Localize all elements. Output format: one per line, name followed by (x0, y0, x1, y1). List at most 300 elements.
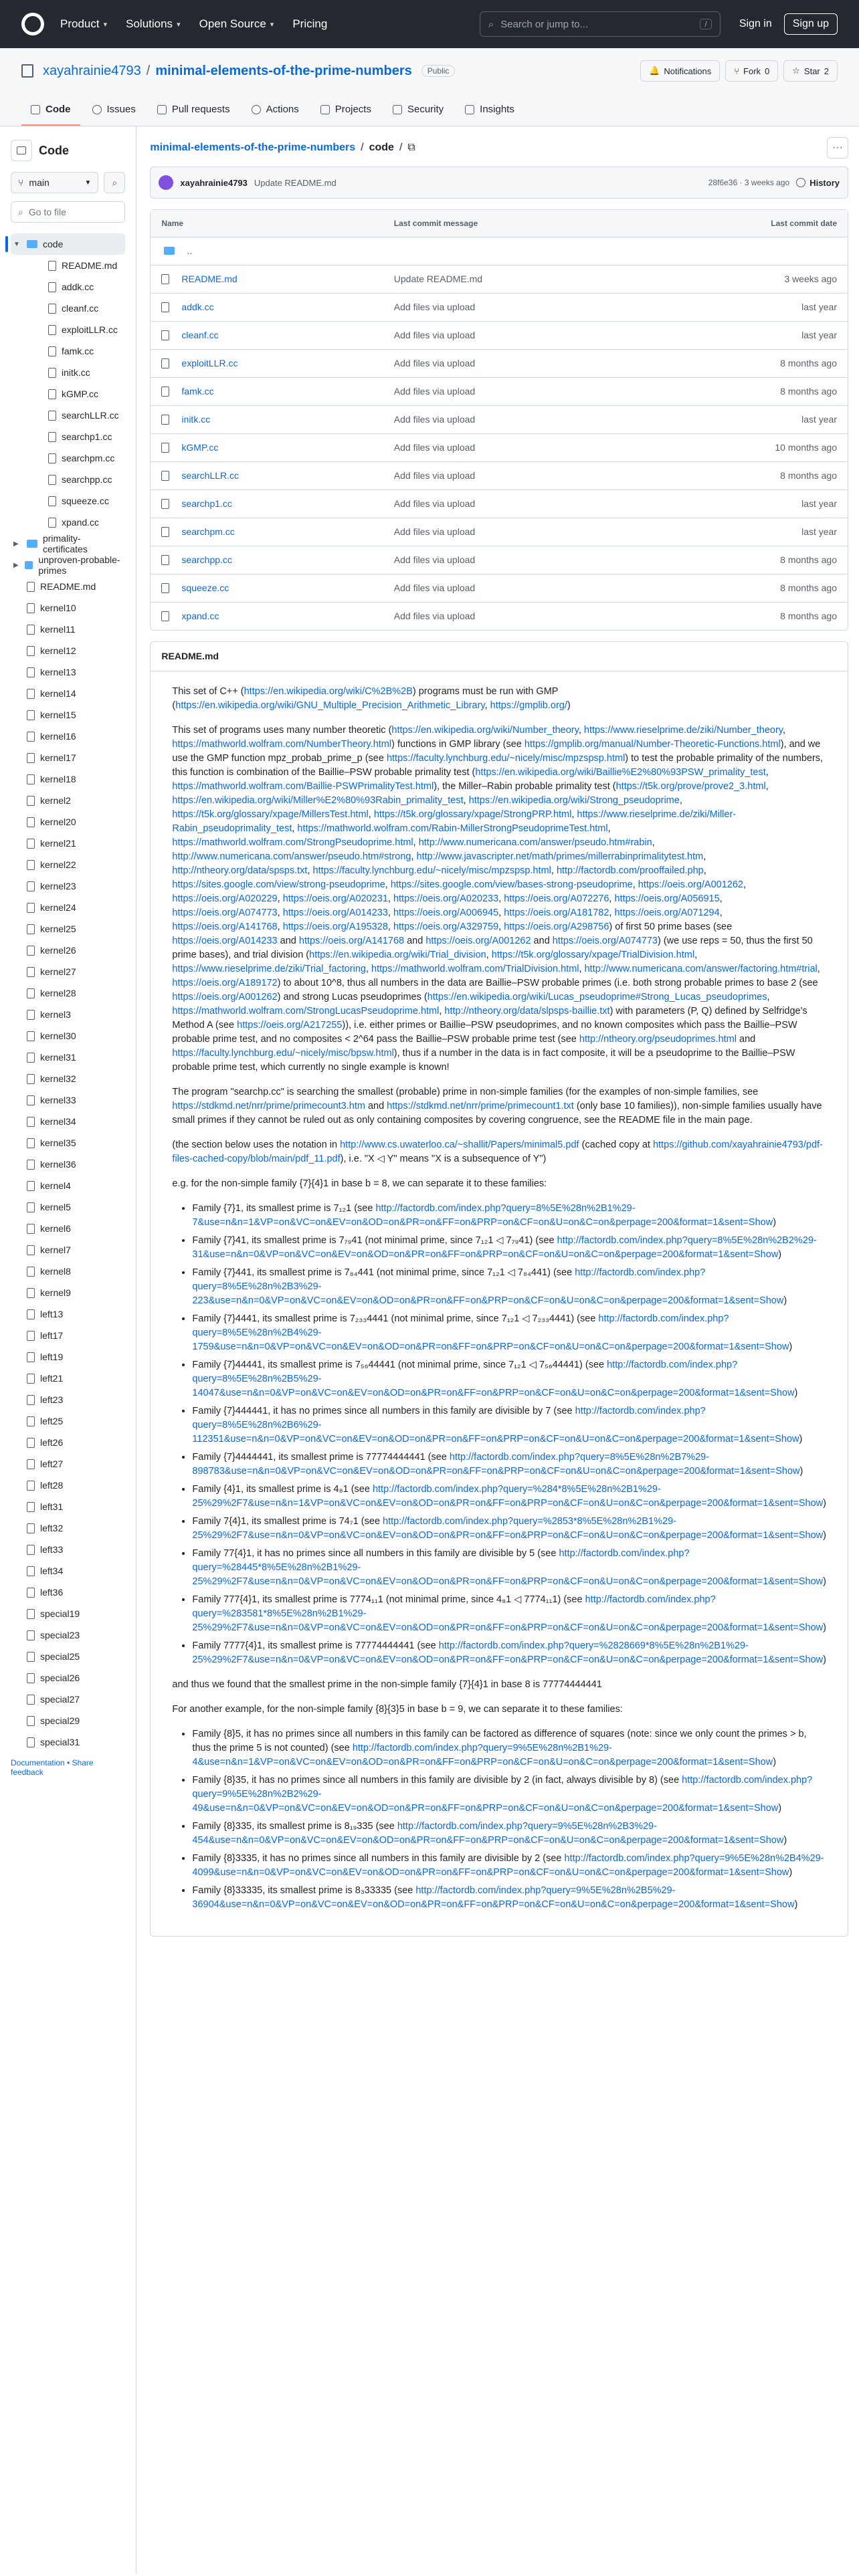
sidebar-footer-links[interactable]: Documentation • Share feedback (11, 1758, 94, 1777)
tree-file[interactable]: left13 (11, 1303, 125, 1325)
parent-dir-link[interactable]: .. (187, 245, 193, 256)
commit-message-link[interactable]: Add files via upload (393, 554, 476, 565)
readme-link[interactable]: https://oeis.org/A141768 (298, 935, 405, 946)
file-icon (27, 796, 35, 806)
commit-author[interactable]: xayahrainie4793 (180, 177, 248, 188)
readme-link[interactable]: http://factordb.com/index.php?query=9%5E%28n%2B4%29-4099&use=n&n=0&VP=on&VC=on&EV=on&OD=on&PR=on&FF=on&PRP=on&CF=on&U=on&C=on&perpage=200&format=1&sent=Show (192, 1852, 824, 1878)
readme-link[interactable]: http://factordb.com/index.php?query=8%5E%28n%2B6%29-112351&use=n&n=0&VP=on&VC=on&EV=on&OD=on&PR=on&FF=on&PRP=on&CF=on&U=on&C=on&perpage=200&format=1&sent=Show (192, 1405, 799, 1444)
tree-file[interactable]: README.md (11, 576, 125, 597)
tree-file[interactable]: left27 (11, 1453, 125, 1475)
readme-link[interactable]: https://en.wikipedia.org/wiki/Trial_division (309, 949, 486, 960)
readme-link[interactable]: http://www.numericana.com/answer/pseudo.htm#strong (172, 851, 411, 862)
tree-file[interactable]: kernel32 (11, 1068, 125, 1089)
file-icon (27, 1416, 35, 1426)
readme-link[interactable]: https://faculty.lynchburg.edu/~nicely/misc/mpzspsp.html (386, 752, 626, 764)
list-item: • Family 777{4}1, its smallest prime is 7774₁₁1 (not minimal prime, since 4₈1 ◁ 7774₁₁1) (see http://factordb.com/index.php?query=%283581*8%5E%28n%2B1%29-25%29%2F7&use=n&n=0&VP=on&VC=on&EV=on&OD=on&PR=on&FF=on&PRP=on&CF=on&U=on&C=on&perpage=200&format=1&sent=Show) (192, 1593, 826, 1635)
table-row[interactable] (151, 377, 848, 405)
file-icon (161, 527, 169, 537)
tab-insights[interactable]: Insights (456, 104, 524, 126)
file-icon (27, 774, 35, 784)
readme-link[interactable]: https://oeis.org/A189172 (172, 977, 278, 988)
file-link[interactable]: README.md (181, 274, 237, 284)
tree-file[interactable]: kernel18 (11, 768, 125, 790)
readme-link[interactable]: https://en.wikipedia.org/wiki/Baillie%E2%80%93PSW_primality_test (475, 766, 766, 778)
file-icon (27, 646, 35, 656)
file-icon (27, 1138, 35, 1148)
readme-link[interactable]: http://factordb.com/prooffailed.php (556, 865, 704, 876)
tree-file[interactable]: kernel23 (11, 875, 125, 897)
tree-file[interactable]: README.md (11, 255, 125, 276)
tree-file[interactable]: special27 (11, 1689, 125, 1710)
sign-up-button[interactable]: Sign up (784, 13, 838, 35)
file-link[interactable]: searchpm.cc (181, 526, 235, 537)
tree-file[interactable]: kernel30 (11, 1025, 125, 1047)
issue-icon (92, 105, 102, 114)
file-icon (27, 1331, 35, 1341)
search-icon: ⌕ (488, 18, 494, 30)
tree-file[interactable]: kernel31 (11, 1047, 125, 1068)
file-icon (27, 1695, 35, 1705)
readme-link[interactable]: https://oeis.org/A181782 (504, 907, 609, 918)
file-icon (27, 1160, 35, 1170)
readme-link[interactable]: https://gmplib.org/ (490, 700, 567, 711)
readme-link[interactable]: https://github.com/xayahrainie4793/pdf-files-cached-copy/blob/main/pdf_11.pdf (172, 1139, 823, 1164)
readme-link[interactable]: https://t5k.org/glossary/xpage/TrialDivision.html (491, 949, 695, 960)
tree-file[interactable]: left28 (11, 1475, 125, 1496)
sign-in-link[interactable]: Sign in (739, 18, 772, 29)
tree-file[interactable]: kernel13 (11, 661, 125, 683)
tree-file[interactable]: kernel28 (11, 982, 125, 1004)
file-icon (27, 732, 35, 742)
readme-link[interactable]: https://oeis.org/A014233 (282, 907, 388, 918)
search-shortcut-key: / (700, 19, 711, 29)
readme-link[interactable]: https://www.rieselprime.de/ziki/Number_theory (583, 724, 783, 736)
commit-date: last year (642, 293, 848, 321)
commit-date: last year (642, 518, 848, 546)
list-item: • Family {8}3335, it has no primes since all numbers in this family are divisible by 2 (see http://factordb.com/index.php?query=9%5E%28n%2B4%29-4099&use=n&n=0&VP=on&VC=on&EV=on&OD=on&PR=on&FF=on&PRP=on&CF=on&U=on&C=on&perpage=200&format=1&sent=Show) (192, 1852, 826, 1880)
file-icon (48, 475, 56, 485)
file-link[interactable]: searchpp.cc (181, 554, 232, 565)
file-icon (48, 389, 56, 399)
readme-link[interactable]: https://mathworld.wolfram.com/NumberTheory.html (172, 738, 392, 750)
commit-message-link[interactable]: Add files via upload (393, 582, 476, 593)
tree-file[interactable]: kernel10 (11, 597, 125, 619)
tree-file[interactable]: left21 (11, 1368, 125, 1389)
tree-folder-code[interactable]: ▼ code (11, 233, 125, 255)
tree-file[interactable]: kernel20 (11, 811, 125, 833)
table-row-parent-dir[interactable] (151, 237, 848, 265)
readme-link[interactable]: https://en.wikipedia.org/wiki/GNU_Multiple_Precision_Arithmetic_Library (175, 700, 485, 711)
table-icon (320, 105, 330, 114)
chevron-right-icon: ▶ (13, 540, 19, 548)
tree-file[interactable]: kernel11 (11, 619, 125, 640)
file-link[interactable]: xpand.cc (181, 611, 219, 621)
readme-link[interactable]: https://mathworld.wolfram.com/Rabin-MillerStrongPseudoprimeTest.html (297, 823, 608, 834)
readme-link[interactable]: https://mathworld.wolfram.com/TrialDivision.html (371, 963, 579, 974)
list-item: • Family 7{4}1, its smallest prime is 74₇1 (see http://factordb.com/index.php?query=%2853*8%5E%28n%2B1%29-25%29%2F7&use=n&n=0&VP=on&VC=on&EV=on&OD=on&PR=on&FF=on&PRP=on&CF=on&U=on&C=on&perpage=200&format=1&sent=Show) (192, 1515, 826, 1543)
collapse-sidebar-button[interactable] (11, 140, 32, 161)
readme-link[interactable]: https://mathworld.wolfram.com/Baillie-PSWPrimalityTest.html (172, 780, 434, 792)
tree-file[interactable]: kernel6 (11, 1218, 125, 1239)
readme-link[interactable]: https://oeis.org/A020233 (393, 893, 499, 904)
notifications-button[interactable]: 🔔 Notifications (640, 60, 720, 82)
readme-link[interactable]: http://factordb.com/index.php?query=8%5E%28n%2B3%29-223&use=n&n=0&VP=on&VC=on&EV=on&OD=on&PR=on&FF=on&PRP=on&CF=on&U=on&C=on&perpage=200&format=1&sent=Show (192, 1267, 784, 1306)
tree-file[interactable]: initk.cc (11, 362, 125, 383)
file-icon (27, 1737, 35, 1747)
commit-message-link[interactable]: Add files via upload (393, 414, 476, 425)
commit-date: last year (642, 321, 848, 349)
tree-file[interactable]: kernel16 (11, 726, 125, 747)
nav-product[interactable]: Product ▾ (60, 17, 108, 30)
tab-actions[interactable]: Actions (242, 104, 308, 126)
readme-link[interactable]: https://oeis.org/A056915 (614, 893, 720, 904)
readme-link[interactable]: http://factordb.com/index.php?query=8%5E%28n%2B4%29-1759&use=n&n=0&VP=on&VC=on&EV=on&OD=on&PR=on&FF=on&PRP=on&CF=on&U=on&C=on&perpage=200&format=1&sent=Show (192, 1313, 789, 1352)
breadcrumb-separator: / (361, 142, 364, 153)
readme-link[interactable]: https://sites.google.com/view/strong-pseudoprime (172, 879, 385, 890)
readme-paragraph: This set of programs uses many number theoretic (https://en.wikipedia.org/wiki/Number_theory, https://www.rieselprime.de/ziki/Number_theory, https://mathworld.wolfram.com/NumberTheory.html) functions in GMP library (see https://gmplib.org/manual/Number-Theoretic-Functions.html), and we use the GMP function mpz_probab_prime_p (see https://faculty.lynchburg.edu/~nicely/misc/mpzspsp.html) to test the probable primality of the numbers, this function is combination of the Baillie–PSW probable primality test (https://en.wikipedia.org/wiki/Baillie%E2%80%93PSW_primality_test, https://mathworld.wolfram.com/Baillie-PSWPrimalityTest.html), the Miller–Rabin probable primality test (https://t5k.org/prove/prove2_3.html, https://en.wikipedia.org/wiki/Miller%E2%80%93Rabin_primality_test, https://en.wikipedia.org/wiki/Strong_pseudoprime, https://t5k.org/glossary/xpage/MillersTest.html, https://t5k.org/glossary/xpage/StrongPRP.html, https://www.rieselprime.de/ziki/Miller-Rabin_pseudoprimality_test, https://mathworld.wolfram.com/Rabin-MillerStrongPseudoprimeTest.html, https://mathworld.wolfram.com/StrongPseudoprime.html, http://www.numericana.com/answer/pseudo.htm#rabin, http://www.numericana.com/answer/pseudo.htm#strong, http://www.javascripter.net/math/primes/millerrabinprimalitytest.htm, http://ntheory.org/data/spsps.txt, https://faculty.lynchburg.edu/~nicely/misc/mpzspsp.html, http://factordb.com/prooffailed.php, https://sites.google.com/view/strong-pseudoprime, https://sites.google.com/view/bases-strong-pseudoprime, https://oeis.org/A001262, https://oeis.org/A020229, https://oeis.org/A020231, https://oeis.org/A020233, https://oeis.org/A072276, https://oeis.org/A056915, https://oeis.org/A074773, https://oeis.org/A014233, https://oeis.org/A006945, https://oeis.org/A181782, https://oeis.org/A071294, https://oeis.org/A141768, https://oeis.org/A195328, https://oeis.org/A329759, https://oeis.org/A298756) of first 50 prime bases (see https://oeis.org/A014233 and https://oeis.org/A141768 and https://oeis.org/A001262 and https://oeis.org/A074773) (we use reps = 50, thus the first 50 prime bases), and trial division (https://en.wikipedia.org/wiki/Trial_division, https://t5k.org/glossary/xpage/TrialDivision.html, https://www.rieselprime.de/ziki/Trial_factoring, https://mathworld.wolfram.com/TrialDivision.html, http://www.numericana.com/answer/factoring.htm#trial, https://oeis.org/A189172) to about 10^8, thus all numbers in the data are Baillie–PSW probable primes (i.e. both strong probable primes to base 2 (see https://oeis.org/A001262) and strong Lucas pseudoprimes (https://en.wikipedia.org/wiki/Lucas_pseudoprime#Strong_Lucas_pseudoprimes, https://mathworld.wolfram.com/StrongLucasPseudoprime.html, http://ntheory.org/data/slpsps-baillie.txt) with parameters (P, Q) defined by Selfridge's Method A (see https://oeis.org/A217255)), i.e. either primes or Baillie–PSW pseudoprimes, and no known composites which pass the Baillie–PSW probable prime test, and no composites < 2^64 pass the Baillie–PSW probable prime test (see http://ntheory.org/pseudoprimes.html and https://faculty.lynchburg.edu/~nicely/misc/bpsw.html), thus if a number in the data is in fact composite, it will be a pseudoprime to the Baillie–PSW probable prime test, which currently no single example is known! (172, 724, 824, 1073)
tree-file[interactable]: left34 (11, 1560, 125, 1582)
readme-link[interactable]: http://factordb.com/index.php?query=%28445*8%5E%28n%2B1%29-25%29%2F7&use=n&n=0&VP=on&VC=on&EV=on&OD=on&PR=on&FF=on&PRP=on&CF=on&U=on&C=on&perpage=200&format=1&sent=Show (192, 1547, 824, 1587)
readme-title: README.md (151, 642, 848, 671)
readme-link[interactable]: https://en.wikipedia.org/wiki/C%2B%2B (244, 685, 413, 697)
file-icon (27, 1609, 35, 1619)
tree-file[interactable]: kernel3 (11, 1004, 125, 1025)
commit-message[interactable]: Update README.md (254, 177, 337, 188)
avatar[interactable] (159, 175, 173, 190)
tab-issues[interactable]: Issues (83, 104, 145, 126)
readme-link[interactable]: http://factordb.com/index.php?query=9%5E%28n%2B5%29-36904&use=n&n=0&VP=on&VC=on&EV=on&OD=on&PR=on&FF=on&PRP=on&CF=on&U=on&C=on&perpage=200&format=1&sent=Show (192, 1885, 795, 1910)
tab-pull-requests[interactable]: Pull requests (148, 104, 240, 126)
tree-folder[interactable]: ▶ primality-certificates (13, 533, 88, 554)
tree-file[interactable]: special29 (11, 1710, 125, 1731)
file-link[interactable]: initk.cc (181, 414, 211, 425)
table-row[interactable] (151, 490, 848, 518)
readme-link[interactable]: https://oeis.org/A298756 (504, 921, 609, 932)
table-row[interactable] (151, 461, 848, 490)
readme-link[interactable]: http://factordb.com/index.php?query=8%5E%28n%2B1%29-7&use=n&n=1&VP=on&VC=on&EV=on&OD=on&PR=on&FF=on&PRP=on&CF=on&U=on&C=on&perpage=200&format=1&sent=Show (192, 1202, 773, 1228)
readme-link[interactable]: https://faculty.lynchburg.edu/~nicely/misc/bpsw.html (172, 1047, 394, 1059)
tree-file[interactable]: searchpm.cc (11, 447, 125, 469)
readme-link[interactable]: https://oeis.org/A006945 (393, 907, 499, 918)
tree-file[interactable]: left25 (11, 1410, 125, 1432)
readme-link[interactable]: https://mathworld.wolfram.com/StrongPseudoprime.html (172, 837, 413, 848)
file-table-container (150, 209, 848, 631)
file-icon (27, 946, 35, 956)
file-icon (27, 817, 35, 827)
commit-message-link[interactable]: Add files via upload (393, 358, 476, 368)
tree-file[interactable]: kernel34 (11, 1111, 125, 1132)
readme-link[interactable]: http://factordb.com/index.php?query=9%5E%28n%2B1%29-4&use=n&n=1&VP=on&VC=on&EV=on&OD=on&PR=on&FF=on&PRP=on&CF=on&U=on&C=on&perpage=200&format=1&sent=Show (192, 1742, 773, 1767)
list-item: • Family {7}444441, it has no primes since all numbers in this family are divisible by 7 (see http://factordb.com/index.php?query=8%5E%28n%2B6%29-112351&use=n&n=0&VP=on&VC=on&EV=on&OD=on&PR=on&FF=on&PRP=on&CF=on&U=on&C=on&perpage=200&format=1&sent=Show) (192, 1404, 826, 1446)
chevron-down-icon: ▾ (270, 20, 274, 29)
readme-list (192, 1202, 826, 1667)
tree-file[interactable]: kernel12 (11, 640, 125, 661)
table-row[interactable] (151, 433, 848, 461)
readme-link[interactable]: https://t5k.org/glossary/xpage/StrongPRP.html (373, 809, 572, 820)
file-icon (27, 903, 35, 913)
readme-link[interactable]: https://t5k.org/prove/prove2_3.html (615, 780, 766, 792)
tree-file[interactable]: kernel25 (11, 918, 125, 940)
file-icon (27, 1438, 35, 1448)
tab-code[interactable]: Code (21, 104, 80, 126)
tree-file[interactable]: searchpp.cc (11, 469, 125, 490)
readme-link[interactable]: https://stdkmd.net/nrr/prime/primecount1.txt (387, 1100, 574, 1111)
repo-title-separator: / (146, 63, 151, 78)
commit-message-link[interactable]: Add files via upload (393, 498, 476, 509)
commit-message-link[interactable]: Add files via upload (393, 330, 476, 340)
file-icon (27, 1588, 35, 1598)
readme-link[interactable]: http://factordb.com/index.php?query=9%5E%28n%2B2%29-49&use=n&n=0&VP=on&VC=on&EV=on&OD=on&PR=on&FF=on&PRP=on&CF=on&U=on&C=on&perpage=200&format=1&sent=Show (192, 1774, 813, 1814)
table-row[interactable] (151, 265, 848, 293)
readme-link[interactable]: https://oeis.org/A001262 (425, 935, 531, 946)
table-row[interactable] (151, 293, 848, 321)
repo-name-link[interactable]: minimal-elements-of-the-prime-numbers (155, 63, 412, 78)
star-button[interactable]: ☆ Star 2 (783, 60, 838, 82)
tab-security[interactable]: Security (383, 104, 453, 126)
commit-date: 10 months ago (642, 433, 848, 461)
tree-file[interactable]: left31 (11, 1496, 125, 1517)
file-icon (48, 518, 56, 528)
repo-actions (640, 60, 838, 82)
nav-pricing[interactable]: Pricing (292, 17, 328, 30)
chevron-down-icon: ▼ (84, 179, 92, 187)
tree-file[interactable]: special19 (11, 1603, 125, 1624)
readme-link[interactable]: http://factordb.com/index.php?query=%284*8%5E%28n%2B1%29-25%29%2F7&use=n&n=1&VP=on&VC=on&EV=on&OD=on&PR=on&FF=on&PRP=on&CF=on&U=on&C=on&perpage=200&format=1&sent=Show (192, 1483, 824, 1509)
tree-file[interactable]: special26 (11, 1667, 125, 1689)
tab-projects[interactable]: Projects (311, 104, 381, 126)
readme-link[interactable]: https://sites.google.com/view/bases-strong-pseudoprime (390, 879, 633, 890)
tree-file[interactable]: special23 (11, 1624, 125, 1646)
readme-link[interactable]: https://en.wikipedia.org/wiki/Strong_pseudoprime (468, 794, 680, 806)
readme-link[interactable]: https://en.wikipedia.org/wiki/Number_theory (391, 724, 579, 736)
list-item: • Family {7}441, its smallest prime is 7₈₄441 (not minimal prime, since 7₁₂1 ◁ 7₈₄441) (see http://factordb.com/index.php?query=8%5E%28n%2B3%29-223&use=n&n=0&VP=on&VC=on&EV=on&OD=on&PR=on&FF=on&PRP=on&CF=on&U=on&C=on&perpage=200&format=1&sent=Show) (192, 1266, 826, 1308)
tree-file[interactable]: cleanf.cc (11, 298, 125, 319)
table-row[interactable] (151, 546, 848, 574)
list-item: • Family {8}33335, its smallest prime is 8₃33335 (see http://factordb.com/index.php?query=9%5E%28n%2B5%29-36904&use=n&n=0&VP=on&VC=on&EV=on&OD=on&PR=on&FF=on&PRP=on&CF=on&U=on&C=on&perpage=200&format=1&sent=Show) (192, 1884, 826, 1912)
tree-file[interactable]: kernel7 (11, 1239, 125, 1261)
table-row[interactable] (151, 349, 848, 377)
file-icon (161, 358, 169, 368)
table-row[interactable] (151, 405, 848, 433)
file-icon (27, 1224, 35, 1234)
tree-file[interactable]: kernel35 (11, 1132, 125, 1154)
branch-select[interactable]: ⑂ main ▼ (11, 172, 98, 193)
file-icon (27, 1309, 35, 1319)
tree-file[interactable]: left26 (11, 1432, 125, 1453)
tree-file[interactable]: kernel24 (11, 897, 125, 918)
tree-file[interactable]: addk.cc (11, 276, 125, 298)
commit-message-link[interactable]: Add files via upload (393, 611, 476, 621)
file-icon (48, 496, 56, 506)
tree-file[interactable]: left17 (11, 1325, 125, 1346)
readme-link[interactable]: https://oeis.org/A071294 (614, 907, 720, 918)
readme-link[interactable]: https://www.rieselprime.de/ziki/Miller-Rabin_pseudoprimality_test (172, 809, 737, 834)
file-link[interactable]: searchp1.cc (181, 498, 232, 509)
readme-link[interactable]: https://oeis.org/A001262 (172, 991, 278, 1002)
tree-file[interactable]: left19 (11, 1346, 125, 1368)
readme-link[interactable]: https://en.wikipedia.org/wiki/Lucas_pseudoprime#Strong_Lucas_pseudoprimes (427, 991, 767, 1002)
readme-link[interactable]: https://t5k.org/glossary/xpage/MillersTest.html (172, 809, 369, 820)
readme-box (150, 641, 848, 1937)
readme-link[interactable]: https://oeis.org/A329759 (393, 921, 499, 932)
tree-file[interactable]: famk.cc (11, 340, 125, 362)
readme-link[interactable]: http://ntheory.org/pseudoprimes.html (579, 1033, 737, 1045)
file-icon (161, 555, 169, 565)
list-item: • Family {7}1, its smallest prime is 7₁₂1 (see http://factordb.com/index.php?query=8%5E%28n%2B1%29-7&use=n&n=1&VP=on&VC=on&EV=on&OD=on&PR=on&FF=on&PRP=on&CF=on&U=on&C=on&perpage=200&format=1&sent=Show) (192, 1202, 826, 1230)
tree-file[interactable]: xpand.cc (11, 512, 125, 533)
breadcrumb-repo-link[interactable]: minimal-elements-of-the-prime-numbers (150, 142, 356, 153)
readme-link[interactable]: https://oeis.org/A141768 (172, 921, 278, 932)
copy-path-icon[interactable]: ⧉ (407, 142, 415, 153)
readme-link[interactable]: http://factordb.com/index.php?query=8%5E%28n%2B5%29-14047&use=n&n=0&VP=on&VC=on&EV=on&OD=on&PR=on&FF=on&PRP=on&CF=on&U=on&C=on&perpage=200&format=1&sent=Show (192, 1359, 795, 1398)
table-row[interactable] (151, 574, 848, 602)
commit-date: 8 months ago (780, 611, 837, 621)
tree-file[interactable]: kernel33 (11, 1089, 125, 1111)
readme-link[interactable]: https://oeis.org/A072276 (504, 893, 609, 904)
github-logo-icon[interactable] (21, 13, 44, 35)
readme-link[interactable]: https://stdkmd.net/nrr/prime/primecount3.htm (172, 1100, 365, 1111)
tree-file[interactable]: kernel14 (11, 683, 125, 704)
table-row[interactable] (151, 602, 848, 630)
readme-paragraph: The program "searchp.cc" is searching the smallest (probable) prime in non-simple families (for the examples of non-simple families, see https://stdkmd.net/nrr/prime/primecount3.htm and https://stdkmd.net/nrr/prime/primecount1.txt (only base 10 families)), non-simple families usually have small primes if they cannot be ruled out as only containing composites by covering congruence, see the README file in the main page. (172, 1086, 822, 1125)
readme-link[interactable]: http://www.javascripter.net/math/primes/millerrabinprimalitytest.htm (416, 851, 704, 862)
readme-link[interactable]: http://factordb.com/index.php?query=8%5E%28n%2B2%29-31&use=n&n=0&VP=on&VC=on&EV=on&OD=on&PR=on&FF=on&PRP=on&CF=on&U=on&C=on&perpage=200&format=1&sent=Show (192, 1235, 817, 1260)
nav-solutions[interactable]: Solutions ▾ (126, 17, 181, 30)
fork-button[interactable]: ⑂ Fork 0 (725, 60, 778, 82)
tree-file[interactable]: kernel4 (11, 1175, 125, 1196)
file-table-header (151, 210, 848, 237)
readme-link[interactable]: https://en.wikipedia.org/wiki/Miller%E2%80%93Rabin_primality_test (172, 794, 464, 806)
readme-link[interactable]: http://factordb.com/index.php?query=%2853*8%5E%28n%2B1%29-25%29%2F7&use=n&n=0&VP=on&VC=on&EV=on&OD=on&PR=on&FF=on&PRP=on&CF=on&U=on&C=on&perpage=200&format=1&sent=Show (192, 1515, 824, 1541)
history-icon (796, 178, 805, 187)
repo-owner-link[interactable]: xayahrainie4793 (43, 63, 141, 78)
folder-open-icon (27, 240, 37, 248)
readme-link[interactable]: http://www.cs.uwaterloo.ca/~shallit/Papers/minimal5.pdf (340, 1139, 579, 1150)
tree-file[interactable]: kernel17 (11, 747, 125, 768)
readme-link[interactable]: https://www.rieselprime.de/ziki/Trial_factoring (172, 963, 366, 974)
file-link[interactable]: kGMP.cc (181, 442, 219, 453)
file-icon (27, 603, 35, 613)
file-icon (48, 432, 56, 442)
folder-icon (25, 561, 33, 569)
tree-file[interactable]: kernel26 (11, 940, 125, 961)
tree-file[interactable]: kernel2 (11, 790, 125, 811)
file-link[interactable]: famk.cc (181, 386, 214, 397)
tree-file[interactable]: kGMP.cc (11, 383, 125, 405)
tree-file[interactable]: left36 (11, 1582, 125, 1603)
readme-link[interactable]: http://factordb.com/index.php?query=%2828669*8%5E%28n%2B1%29-25%29%2F7&use=n&n=0&VP=on&VC=on&EV=on&OD=on&PR=on&FF=on&PRP=on&CF=on&U=on&C=on&perpage=200&format=1&sent=Show (192, 1640, 824, 1665)
file-icon (161, 302, 169, 312)
readme-link[interactable]: https://oeis.org/A014233 (172, 935, 278, 946)
file-link[interactable]: squeeze.cc (181, 582, 229, 593)
chevron-right-icon: ▶ (13, 561, 19, 569)
readme-link[interactable]: http://www.numericana.com/answer/factoring.htm#trial (584, 963, 818, 974)
readme-link[interactable]: http://factordb.com/index.php?query=8%5E%28n%2B7%29-898783&use=n&n=0&VP=on&VC=on&EV=on&OD=on&PR=on&FF=on&PRP=on&CF=on&U=on&C=on&perpage=200&format=1&sent=Show (192, 1451, 800, 1477)
tree-file[interactable]: kernel22 (11, 854, 125, 875)
nav-open-source[interactable]: Open Source ▾ (199, 17, 274, 30)
readme-link[interactable]: http://factordb.com/index.php?query=%283581*8%5E%28n%2B1%29-25%29%2F7&use=n&n=0&VP=on&VC=on&EV=on&OD=on&PR=on&FF=on&PRP=on&CF=on&U=on&C=on&perpage=200&format=1&sent=Show (192, 1594, 824, 1633)
more-options-button[interactable] (827, 137, 848, 158)
readme-link[interactable]: https://oeis.org/A074773 (172, 907, 278, 918)
readme-link[interactable]: https://oeis.org/A020229 (172, 893, 278, 904)
tree-file[interactable]: searchp1.cc (11, 426, 125, 447)
tree-file[interactable]: left32 (11, 1517, 125, 1539)
readme-link[interactable]: https://oeis.org/A217255 (237, 1019, 343, 1031)
readme-link[interactable]: https://oeis.org/A001262 (638, 879, 743, 890)
tree-file[interactable]: kernel27 (11, 961, 125, 982)
file-link[interactable]: exploitLLR.cc (181, 358, 238, 368)
tree-file[interactable]: kernel15 (11, 704, 125, 726)
table-row[interactable] (151, 518, 848, 546)
readme-link[interactable]: https://oeis.org/A074773 (552, 935, 658, 946)
readme-body (151, 671, 848, 1936)
fork-count: 0 (765, 66, 770, 76)
file-icon (27, 689, 35, 699)
commit-message-link[interactable]: Add files via upload (393, 302, 476, 312)
tree-file[interactable]: special25 (11, 1646, 125, 1667)
tree-file[interactable]: kernel21 (11, 833, 125, 854)
file-icon (48, 304, 56, 314)
readme-link[interactable]: https://oeis.org/A195328 (282, 921, 388, 932)
tree-file[interactable]: left33 (11, 1539, 125, 1560)
tree-file[interactable]: left23 (11, 1389, 125, 1410)
commit-meta[interactable]: 28f6e36 · 3 weeks ago (708, 178, 790, 187)
tree-folder[interactable]: ▶ unproven-probable-primes (13, 554, 120, 576)
commit-message-link[interactable]: Update README.md (393, 274, 483, 284)
sidebar-title: Code (39, 143, 69, 157)
tree-file[interactable]: kernel36 (11, 1154, 125, 1175)
history-button[interactable]: History (796, 178, 840, 188)
search-files-button[interactable] (104, 172, 125, 193)
go-to-file-input[interactable]: ⌕ Go to file (11, 201, 125, 223)
chevron-down-icon: ▼ (13, 240, 20, 248)
table-row[interactable] (151, 321, 848, 349)
tree-file[interactable]: searchLLR.cc (11, 405, 125, 426)
file-icon (27, 1630, 35, 1640)
search-input[interactable]: ⌕ Search or jump to... / (480, 11, 721, 37)
tree-file[interactable]: exploitLLR.cc (11, 319, 125, 340)
tree-file[interactable]: special31 (11, 1731, 125, 1753)
readme-paragraph: and thus we found that the smallest prime in the non-simple family {7}{4}1 in base 8 is 77774444441 (172, 1679, 602, 1690)
readme-link[interactable]: http://ntheory.org/data/slpsps-baillie.txt (444, 1005, 610, 1016)
commit-message-link[interactable]: Add files via upload (393, 442, 476, 453)
readme-link[interactable]: http://www.numericana.com/answer/pseudo.htm#rabin (418, 837, 652, 848)
list-item: • Family {8}35, it has no primes since all numbers in this family are divisible by 2 (in fact, always divisible by 8) (see http://factordb.com/index.php?query=9%5E%28n%2B2%29-49&use=n&n=0&VP=on&VC=on&EV=on&OD=on&PR=on&FF=on&PRP=on&CF=on&U=on&C=on&perpage=200&format=1&sent=Show) (192, 1774, 826, 1816)
readme-link[interactable]: http://ntheory.org/data/spsps.txt (172, 865, 308, 876)
commit-date: 8 months ago (642, 461, 848, 490)
file-icon (161, 443, 169, 453)
tree-file[interactable]: kernel5 (11, 1196, 125, 1218)
tree-file[interactable]: squeeze.cc (11, 490, 125, 512)
readme-link[interactable]: https://faculty.lynchburg.edu/~nicely/misc/mpzspsp.html (312, 865, 551, 876)
play-icon (252, 105, 261, 114)
column-name: Name (151, 210, 383, 237)
commit-message-link[interactable]: Add files via upload (393, 386, 476, 397)
readme-link[interactable]: http://factordb.com/index.php?query=9%5E%28n%2B3%29-454&use=n&n=0&VP=on&VC=on&EV=on&OD=on&PR=on&FF=on&PRP=on&CF=on&U=on&C=on&perpage=200&format=1&sent=Show (192, 1820, 784, 1846)
commit-message-link[interactable]: Add files via upload (393, 526, 476, 537)
readme-link[interactable]: https://gmplib.org/manual/Number-Theoretic-Functions.html (524, 738, 781, 750)
tree-file[interactable]: kernel8 (11, 1261, 125, 1282)
file-link[interactable]: searchLLR.cc (181, 470, 240, 481)
readme-link[interactable]: https://mathworld.wolfram.com/StrongLucasPseudoprime.html (172, 1005, 440, 1016)
file-icon (27, 582, 35, 592)
commit-message-link[interactable]: Add files via upload (393, 470, 476, 481)
file-link[interactable]: addk.cc (181, 302, 214, 312)
visibility-badge: Public (421, 65, 456, 77)
file-link[interactable]: cleanf.cc (181, 330, 219, 340)
readme-link[interactable]: https://oeis.org/A020231 (282, 893, 388, 904)
tree-file[interactable]: kernel9 (11, 1282, 125, 1303)
